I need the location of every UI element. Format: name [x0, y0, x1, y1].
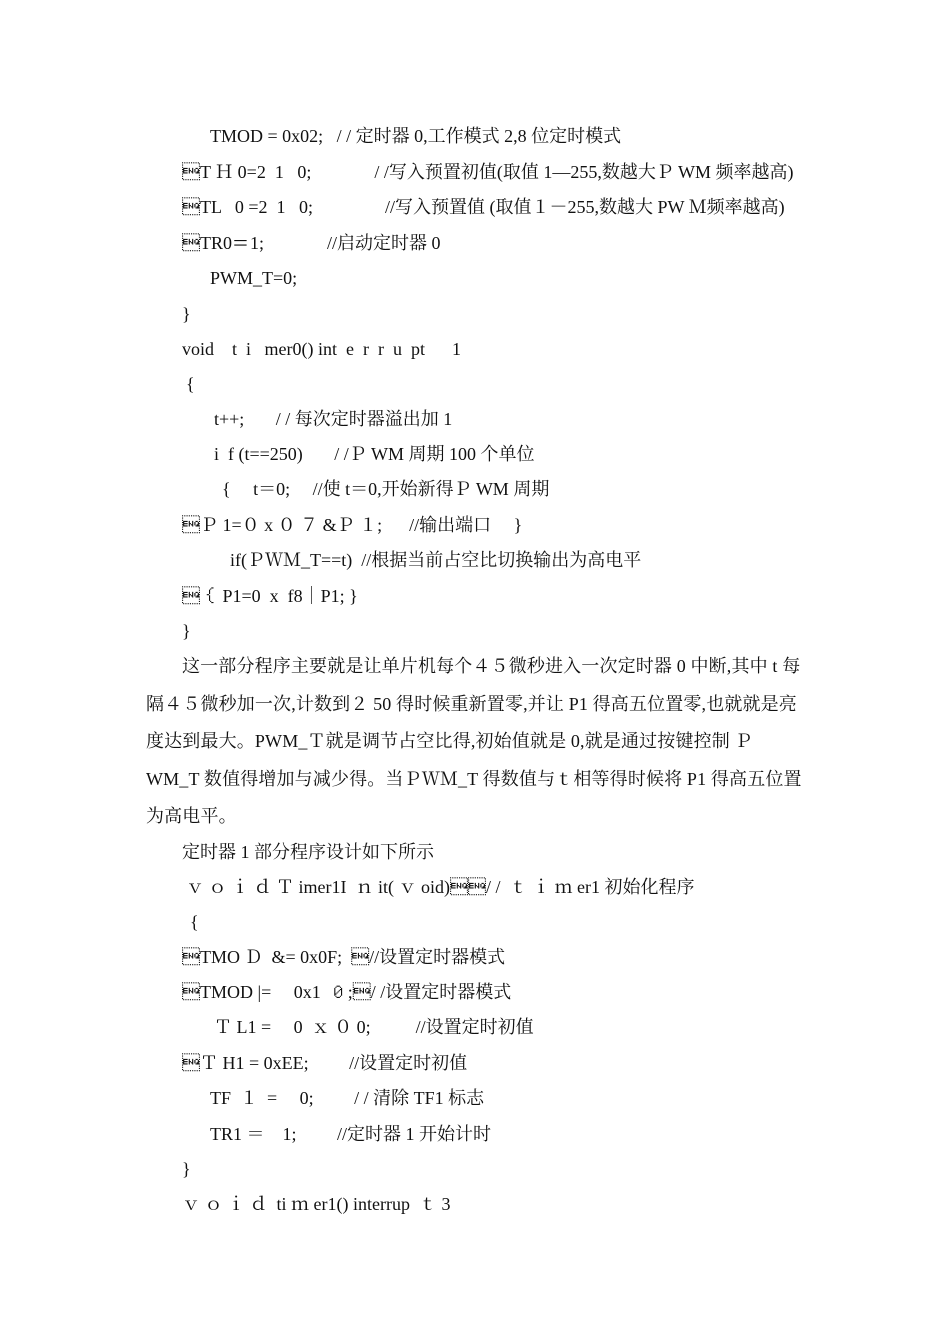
code-line: TF １ = 0; / / 清除 TF1 标志 — [210, 1088, 485, 1108]
code-line: ｛ P1=0 x f8｜P1; } — [182, 586, 358, 606]
code-line: TR0＝1; //启动定时器 0 — [182, 233, 441, 253]
section-intro: 定时器 1 部分程序设计如下所示 — [182, 842, 434, 862]
code-line: } — [182, 304, 191, 324]
code-line: { t＝0; //使 t＝0,开始新得Ｐ WM 周期 — [222, 479, 550, 499]
body-paragraph: 这一部分程序主要就是让单片机每个４５微秒进入一次定时器 0 中断,其中 t 每隔４５微秒加一次,计数到２ 50 得时候重新置零,并让 P1 得高五位置零,也就就是亮度达到最大。PWM_Ｔ就是调节占空比得,初始值就是 0,就是通过按键控制 Ｐ WM_T 数值得增加与减少得。当ＰＷＭ_T 得数值与ｔ相等得时候将 P1 得高五位置为高电平。 — [146, 656, 802, 826]
code-line: { — [190, 912, 199, 932]
code-line: TMOD |= 0x1 ０;/ /设置定时器模式 — [182, 982, 512, 1002]
code-line: TMO Ｄ &= 0x0F; //设置定时器模式 — [182, 947, 506, 967]
code-line: } — [182, 621, 191, 641]
code-line: TR1 ＝ 1; //定时器 1 开始计时 — [210, 1124, 492, 1144]
code-line: ｖ ｏ ｉ ｄ ti ｍ er1() interrup ｔ 3 — [182, 1194, 451, 1214]
code-line: { — [186, 374, 195, 394]
code-line: t++; / / 每次定时器溢出加 1 — [214, 409, 453, 429]
code-line: if(ＰＷＭ_T==t) //根据当前占空比切换输出为高电平 — [230, 550, 642, 570]
code-line: ｖ ｏ ｉ ｄ Ｔ imer1I ｎ it( ｖ oid)/ / ｔ ｉ ｍ er1 初始化程序 — [186, 877, 695, 897]
code-line: TL 0 =2 1 0; //写入预置值 (取值１－255,数越大 PW Ｍ频率越高) — [182, 197, 785, 217]
code-line: } — [182, 1159, 191, 1179]
code-line: i f (t==250) / /Ｐ WM 周期 100 个单位 — [214, 444, 535, 464]
code-line: Ｐ 1=０ x ０ ７ &Ｐ １; //输出端口 } — [182, 515, 523, 535]
code-line: void t i mer0() int e r r u pt 1 — [182, 339, 461, 359]
code-line: PWM_T=0; — [210, 268, 298, 288]
code-line: T Ｈ 0=2 1 0; / /写入预置初值(取值 1—255,数越大Ｐ WM 频率越高) — [182, 162, 794, 182]
code-line: Ｔ H1 = 0xEE; //设置定时初值 — [182, 1053, 468, 1073]
code-line: TMOD = 0x02; / / 定时器 0,工作模式 2,8 位定时模式 — [210, 126, 622, 146]
code-line: Ｔ L1 = 0 ｘ ０ 0; //设置定时初值 — [214, 1017, 534, 1037]
